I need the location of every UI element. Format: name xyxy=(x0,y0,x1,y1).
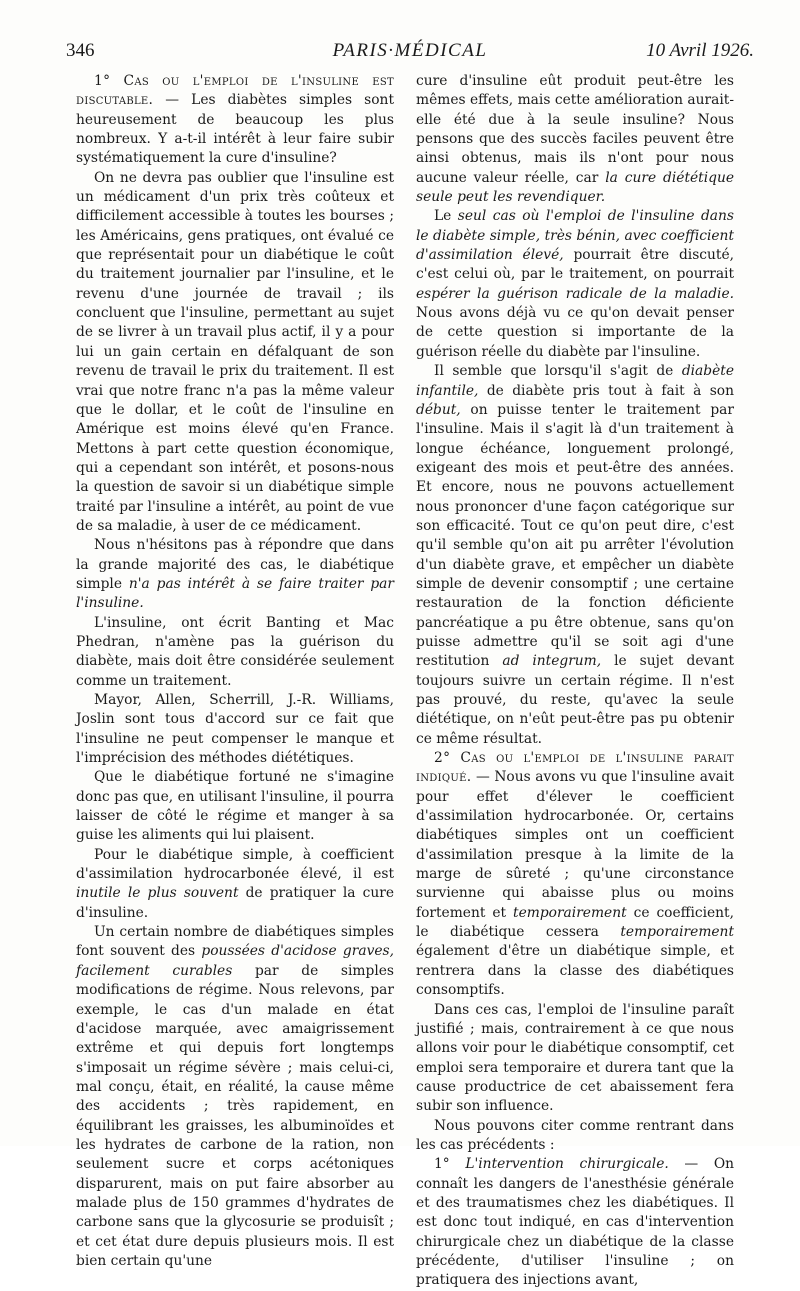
italic-text: temporairement xyxy=(620,924,734,941)
text-run: L'insuline, ont écrit Banting et Mac Phedran, n'amène pas la guérison du diabète, mais doit être considérée seulement comme un traitement. xyxy=(76,614,394,689)
section-heading: 2° Cas ou l'emploi de l'insuline parait indiqué. xyxy=(416,750,734,786)
text-run: — Nous avons vu que l'insuline avait pour effet d'élever le coefficient d'assimilation hydrocarbonée. Or, certains diabétiques simples ont un coefficient d'assimilation presque à la limite de la marge de sûreté ; qu'une circonstance survienne qui abaisse plus ou moins fortement et xyxy=(416,769,734,921)
text-run: Nous n'hésitons pas à répondre que dans la grande majorité des cas, le diabétique simple xyxy=(76,537,394,592)
text-run: Nous pouvons citer comme rentrant dans les cas précédents : xyxy=(416,1117,734,1153)
left-column xyxy=(76,72,394,1271)
text-run: 1° xyxy=(434,1156,466,1173)
italic-text: poussées d'acidose graves, facilement curables xyxy=(76,943,394,979)
text-run: Nous avons déjà vu ce qu'on devait penser de cette question si importante de la guérison réelle du diabète par l'insuline. xyxy=(416,305,734,360)
italic-text: diabète infantile, xyxy=(416,363,734,399)
text-run: également d'être un diabétique simple, et rentrera dans la classe des diabétiques consomptifs. xyxy=(416,943,734,999)
paragraph xyxy=(416,207,734,362)
paragraph xyxy=(416,72,734,207)
text-run: — Les diabètes simples sont heureusement de beaucoup les plus nombreux. Y a-t-il intérêt à leur faire subir systématiquement la cure d'insuline? xyxy=(76,92,394,167)
italic-text: début, xyxy=(416,401,461,418)
text-run: On ne devra pas oublier que l'insuline est un médicament d'un prix très coûteux et difficilement accessible à toutes les bourses ; les Américains, gens pratiques, ont évalué ce que représentait pour un diabétique le coût du traitement journalier par l'insuline, et le revenu d'une journée de travail ; ils concluent que l'insuline, permettant au sujet de se livrer à un travail plus actif, il y a pour lui un gain certain en défalquant de son revenu de travail le prix du traitement. Il est vrai que notre franc n'a pas la même valeur que le dollar, et le coût de l'insuline en Amérique est moins élevé qu'en France. Mettons à part cette question économique, qui a cependant son intérêt, et posons-nous la question de savoir si un diabétique simple traité par l'insuline a intérêt, au point de vue de sa maladie, à user de ce médicament. xyxy=(76,169,394,534)
paragraph xyxy=(76,72,394,169)
text-run: de pratiquer la cure d'insuline. xyxy=(76,885,394,921)
section-heading: 1° Cas ou l'emploi de l'insuline est discutable. xyxy=(76,73,394,109)
paragraph xyxy=(416,749,734,1000)
italic-text: ad integrum, xyxy=(502,653,602,670)
italic-text: temporairement xyxy=(513,904,627,921)
page-number: 346 xyxy=(66,40,95,61)
running-header xyxy=(66,40,754,68)
text-run: Que le diabétique fortuné ne s'imagine donc pas que, en utilisant l'insuline, il pourra laisser de côté le régime et manger à sa guise les aliments qui lui plaisent. xyxy=(76,769,394,844)
italic-text: n'a pas intérêt à se faire traiter par l'insuline. xyxy=(76,575,395,612)
paragraph xyxy=(76,768,394,845)
text-run: Un certain nombre de diabétiques simples font souvent des xyxy=(76,924,394,960)
paragraph xyxy=(76,923,394,1271)
text-run: on puisse tenter le traitement par l'insuline. Mais il s'agit là d'un traitement à longue échéance, longuement prolongé, exigeant des mois et peut-être des années. Et encore, nous ne pouvons actuellement nous prononcer d'une façon catégorique sur son efficacité. Tout ce qu'on peut dire, c'est qu'il semble qu'on ait pu arrêter l'évolution d'un diabète grave, et empêcher un diabète simple de devenir consomptif ; une certaine restauration de la fonction déficiente pancréatique a pu être obtenue, sans qu'on puisse admettre qu'il se soit agi d'une restitution xyxy=(416,401,734,670)
paragraph xyxy=(416,362,734,749)
italic-text: la cure diététique seule peut les revendiquer. xyxy=(416,169,734,206)
paragraph xyxy=(76,846,394,923)
text-run: Dans ces cas, l'emploi de l'insuline paraît justifié ; mais, contrairement à ce que nous allons voir pour le diabétique consomptif, cet emploi sera temporaire et durera tant que la cause productrice de cet abaissement fera subir son influence. xyxy=(416,1001,734,1115)
right-column xyxy=(416,72,734,1291)
journal-title: PARIS·MÉDICAL xyxy=(332,40,488,61)
italic-text: espérer la guérison radicale de la maladie. xyxy=(416,285,734,302)
text-run: par de simples modifications de régime. Nous relevons, par exemple, le cas d'un malade en état d'acidose marquée, avec amaigrissement extrême et qui depuis fort longtemps s'imposait un régime sévère ; mais celui-ci, mal conçu, était, en réalité, la cause même des accidents ; très rapidement, en équilibrant les graisses, les albuminoïdes et les hydrates de carbone de la ration, non seulement sucre et corps acétoniques disparurent, mais on put faire absorber au malade plus de 150 grammes d'hydrates de carbone sans que la glycosurie se produisît ; et cet état dure depuis plusieurs mois. Il est bien certain qu'une xyxy=(76,962,394,1269)
paragraph xyxy=(76,169,394,537)
text-run: Il semble que lorsqu'il s'agit de xyxy=(434,363,682,380)
text-run: Le xyxy=(434,208,458,225)
text-run: de diabète pris tout à fait à son xyxy=(478,382,734,399)
italic-text: seul cas où l'emploi de l'insuline dans le diabète simple, très bénin, avec coefficient d'assimilation élevé, xyxy=(416,208,734,264)
paragraph xyxy=(416,1155,734,1290)
text-run: le sujet devant toujours suivre un certain régime. Il n'est pas prouvé, du reste, qu'avec la seule diététique, on n'eût peut-être pas pu obtenir ce même résultat. xyxy=(416,653,735,747)
text-run: Pour le diabétique simple, à coefficient d'assimilation hydrocarbonée élevé, il est xyxy=(76,846,394,883)
italic-text: L'intervention chirurgicale. xyxy=(465,1156,669,1173)
text-run: cure d'insuline eût produit peut-être les mêmes effets, mais cette amélioration aurait-elle été due à la seule insuline? Nous pensons que des succès faciles peuvent être ainsi obtenus, mais ils n'ont pour nous aucune valeur réelle, car xyxy=(416,73,734,186)
paragraph xyxy=(416,1117,734,1156)
paragraph xyxy=(76,614,394,691)
text-run: pourrait être discuté, c'est celui où, par le traitement, on pourrait xyxy=(416,247,734,283)
issue-date: 10 Avril 1926. xyxy=(646,40,754,61)
paragraph xyxy=(76,691,394,768)
italic-text: inutile le plus souvent xyxy=(76,885,239,902)
paragraph xyxy=(416,1001,734,1117)
text-run: — On connaît les dangers de l'anesthésie générale et des traumatismes chez les diabétiques. Il est donc tout indiqué, en cas d'intervention chirurgicale chez un diabétique de la classe précédente, d'utiliser l'insuline ; on pratiquera des injections avant, xyxy=(416,1156,735,1289)
text-run: Mayor, Allen, Scherrill, J.-R. Williams, Joslin sont tous d'accord sur ce fait que l'insuline ne peut compenser le manque et l'imprécision des méthodes diététiques. xyxy=(76,692,394,767)
paragraph xyxy=(76,536,394,613)
text-run: ce coefficient, le diabétique cessera xyxy=(416,904,734,941)
